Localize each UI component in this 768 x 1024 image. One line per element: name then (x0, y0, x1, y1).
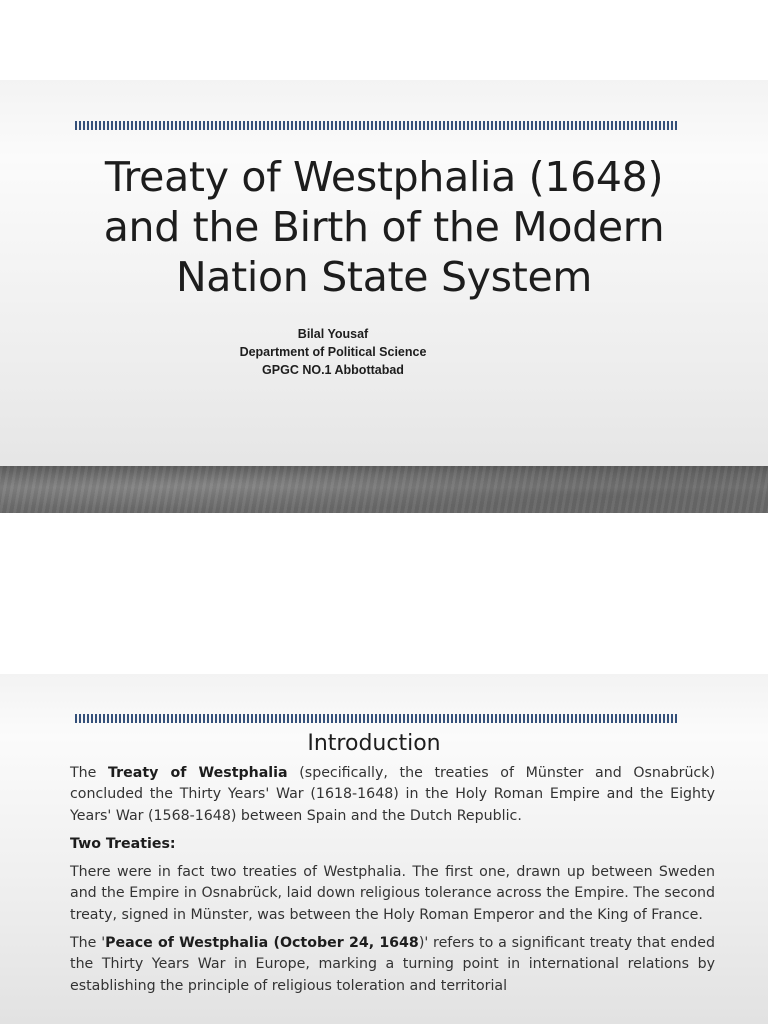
subheading-two-treaties: Two Treaties: (70, 835, 176, 852)
slide-body (70, 763, 715, 1004)
title-line-2: and the Birth of the Modern (103, 203, 665, 251)
decorative-stripe (75, 714, 677, 723)
paragraph-bold-text: Peace of Westphalia (October 24, 1648 (105, 935, 419, 952)
author-institution: GPGC NO.1 Abbottabad (262, 363, 404, 377)
paragraph-two-treaties: There were in fact two treaties of Westphalia. The first one, drawn up between Sweden and the Empire in Osnabrück, laid down religious tolerance across the Empire. The second treaty, signed in Münster, was between the Holy Roman Emperor and the King of France. (70, 864, 715, 923)
decorative-stripe (75, 121, 677, 130)
title-line-1: Treaty of Westphalia (1648) (104, 153, 664, 201)
paragraph-text: (specifically, the treaties of Münster and Osnabrück) concluded the Thirty Years' War (1618-1648) in the Holy Roman Empire and the Eighty Years' War (1568-1648) between Spain and the Dutch Republic. (70, 765, 715, 824)
author-name: Bilal Yousaf (297, 327, 369, 341)
title-line-3: Nation State System (175, 253, 593, 301)
slide-title (20, 152, 748, 302)
title-slide (0, 80, 768, 513)
paragraph-subheading (70, 834, 715, 855)
floor-texture-band (0, 466, 768, 513)
author-block (200, 325, 466, 379)
paragraph-peace (70, 933, 715, 997)
paragraph-text: The ' (70, 935, 106, 952)
paragraph-text: The (70, 765, 109, 781)
paragraph-treaty-intro (70, 763, 715, 827)
paragraph-bold-text: Treaty of Westphalia (108, 765, 288, 781)
introduction-slide (0, 674, 768, 1024)
paragraph-text: )' refers to a significant treaty that ended the Thirty Years War in Europe, marking a turning point in international relations by establishing the principle of religious toleration and territorial (70, 935, 715, 994)
slide-heading: Introduction (307, 731, 441, 756)
author-department: Department of Political Science (239, 345, 427, 359)
